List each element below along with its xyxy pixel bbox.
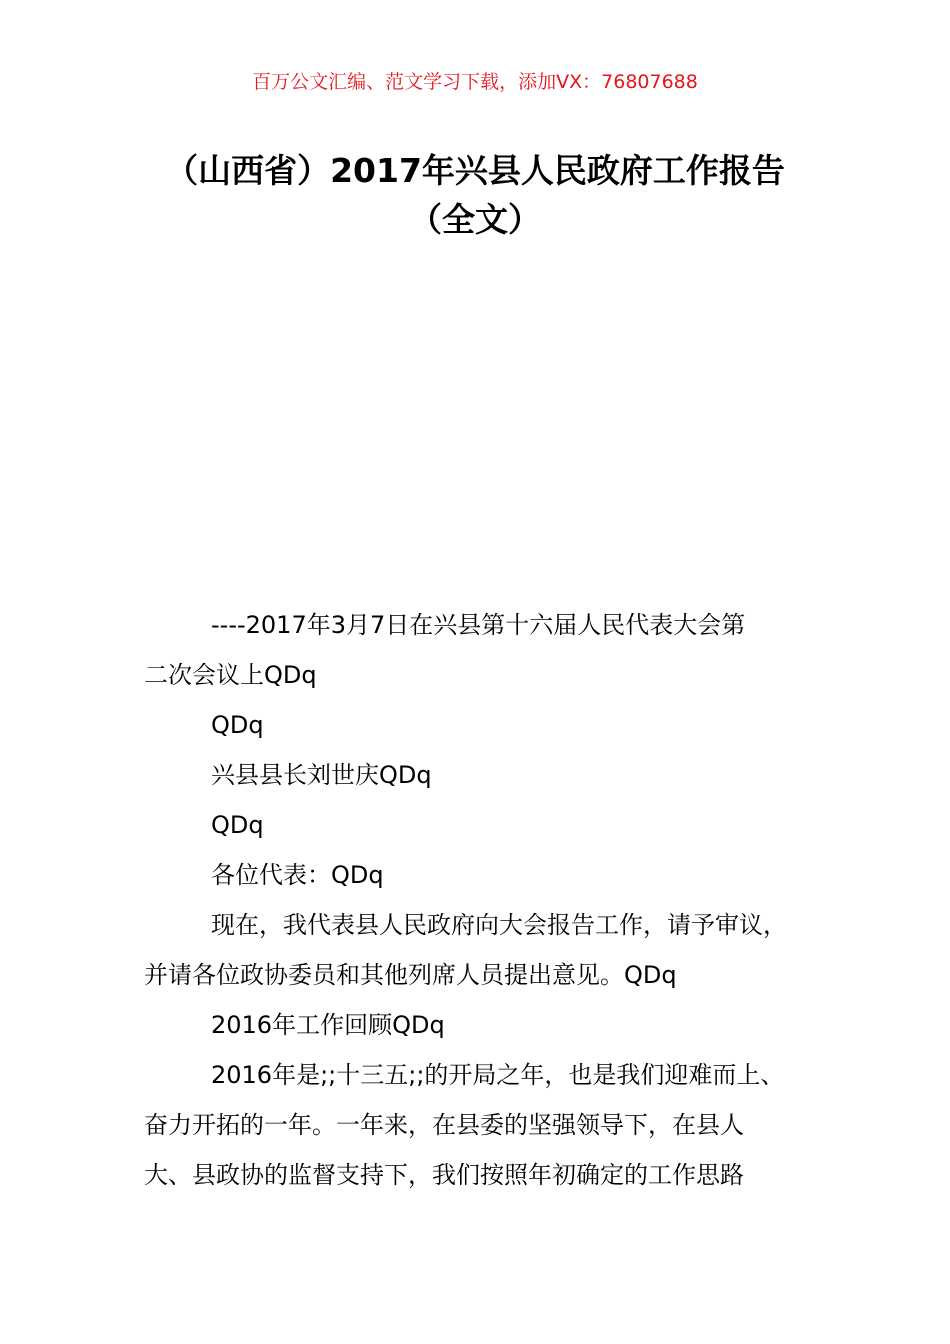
header-note: 百万公文汇编、范文学习下载，添加VX：76807688 [252,71,698,93]
title-line-1: （山西省）2017年兴县人民政府工作报告 [165,151,785,190]
body-line: 并请各位政协委员和其他列席人员提出意见。QDq [144,961,677,989]
body-line: 2016年工作回顾QDq [211,1011,445,1039]
body-line: 二次会议上QDq [144,661,317,689]
document-title [100,146,850,244]
body-line: 大、县政协的监督支持下，我们按照年初确定的工作思路 [144,1161,744,1189]
body-line: 奋力开拓的一年。一年来，在县委的坚强领导下，在县人 [144,1111,744,1139]
body-line: 2016年是;;十三五;;的开局之年，也是我们迎难而上、 [211,1061,785,1089]
title-line-2: （全文） [409,200,541,239]
body-line: QDq [211,811,264,839]
document-body [144,600,834,1200]
body-line: 兴县县长刘世庆QDq [211,761,432,789]
body-line: ----2017年3月7日在兴县第十六届人民代表大会第 [211,611,746,639]
body-line: QDq [211,711,264,739]
body-line: 各位代表：QDq [211,861,384,889]
body-line: 现在，我代表县人民政府向大会报告工作，请予审议， [211,911,787,939]
